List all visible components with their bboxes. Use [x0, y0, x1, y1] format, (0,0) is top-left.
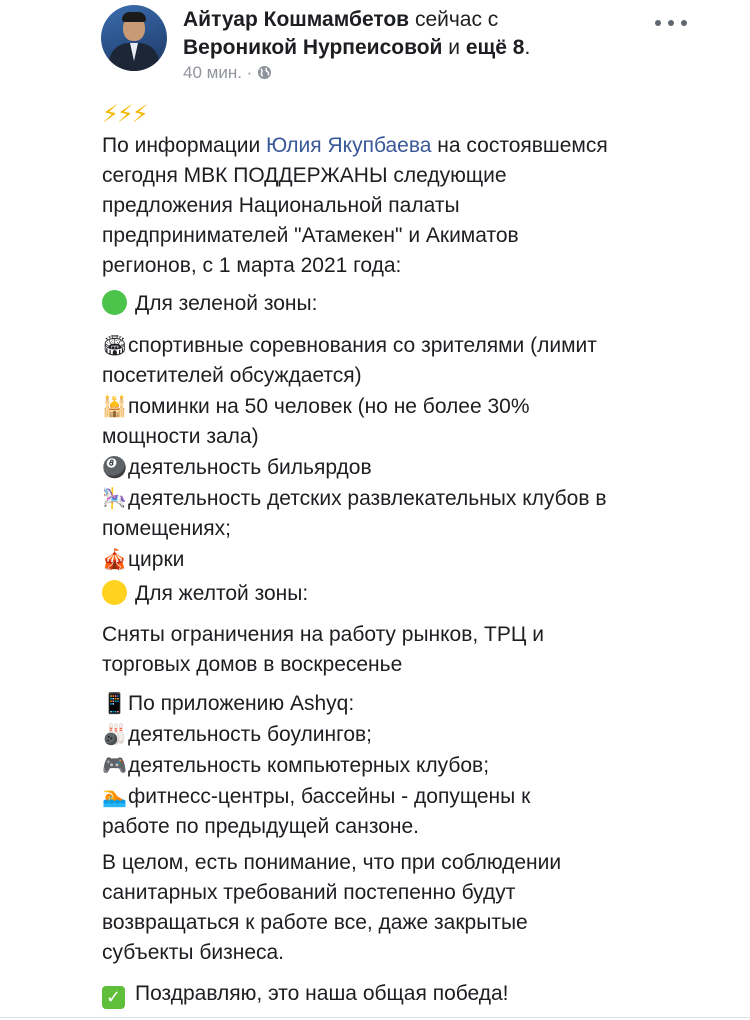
author-avatar[interactable] [101, 5, 167, 71]
post-meta [183, 62, 272, 84]
billiard-ball-icon: 🎱 [102, 455, 127, 479]
check-mark-icon: ✓ [102, 986, 125, 1009]
post-header [183, 6, 663, 62]
list-item: 🎠деятельность детских развлекательных клубов в [102, 483, 722, 514]
list-item: 🎱деятельность бильярдов [102, 452, 722, 483]
intro-line-0: По информации Юлия Якупбаева на состоявшемся [102, 134, 608, 157]
summary-line-0: В целом, есть понимание, что при соблюдении [102, 851, 562, 874]
summary-line-2: возвращаться к работе все, даже закрытые [102, 911, 528, 934]
globe-icon[interactable] [257, 65, 272, 80]
circus-tent-icon: 🎪 [102, 547, 127, 571]
header-period: . [524, 36, 531, 59]
carousel-horse-icon: 🎠 [102, 486, 127, 510]
list-item: 🏟спортивные соревнования со зрителями (лимит [102, 330, 722, 361]
meta-separator: · [246, 63, 253, 82]
closing-line: ✓ Поздравляю, это наша общая победа! [102, 979, 722, 1009]
intro-line-2: предложения Национальной палаты [102, 194, 460, 217]
intro-line-4: регионов, с 1 марта 2021 года: [102, 254, 402, 277]
mosque-icon: 🕌 [102, 394, 127, 418]
intro-line-3: предпринимателей "Атамекен" и Акиматов [102, 224, 519, 247]
list-item: 🏊фитнесс-центры, бассейны - допущены к [102, 781, 722, 812]
list-item-cont: помещениях; [102, 517, 231, 540]
gamepad-icon: 🎮 [102, 753, 127, 777]
summary-line-1: санитарных требований постепенно будут [102, 881, 516, 904]
yellow-zone-heading: Для желтой зоны: [102, 579, 722, 609]
green-zone-list [102, 330, 722, 575]
lightning-icon: ⚡⚡⚡ [102, 100, 147, 128]
author-name[interactable]: Айтуар Кошмамбетов [183, 8, 410, 31]
yellow-text-line-0: Сняты ограничения на работу рынков, ТРЦ и [102, 623, 544, 646]
ashyq-list [102, 688, 722, 842]
tagged-person[interactable]: Вероникой Нурпеисовой [183, 36, 443, 59]
list-item: 🕌поминки на 50 человек (но не более 30% [102, 391, 722, 422]
summary-line-3: субъекты бизнеса. [102, 941, 285, 964]
summary-block [102, 848, 722, 968]
list-item: 🎮деятельность компьютерных клубов; [102, 750, 722, 781]
list-item-cont: мощности зала) [102, 425, 259, 448]
phone-icon: 📱 [102, 691, 127, 715]
ellipsis-icon[interactable] [655, 18, 687, 28]
green-zone-heading: Для зеленой зоны: [102, 289, 722, 319]
list-item-cont: посетителей обсуждается) [102, 364, 362, 387]
post-time[interactable]: 40 мин. [183, 63, 242, 82]
with-prefix: сейчас с [414, 8, 499, 31]
bowling-icon: 🎳 [102, 722, 127, 746]
yellow-circle-icon [102, 580, 127, 605]
intro-line-1: сегодня МВК ПОДДЕРЖАНЫ следующие [102, 164, 507, 187]
yellow-zone-text [102, 620, 722, 680]
and-word: и [448, 36, 461, 59]
green-circle-icon [102, 290, 127, 315]
divider [0, 1017, 750, 1018]
list-item: 🎪цирки [102, 544, 722, 575]
stadium-icon: 🏟 [102, 333, 128, 357]
list-item-cont: работе по предыдущей санзоне. [102, 815, 419, 838]
others-link[interactable]: ещё 8 [465, 36, 525, 59]
ashyq-title: 📱По приложению Ashyq: [102, 688, 722, 719]
swimmer-icon: 🏊 [102, 784, 127, 808]
yellow-text-line-1: торговых домов в воскресенье [102, 653, 403, 676]
intro-block [102, 99, 722, 281]
mention-link[interactable]: Юлия Якупбаева [266, 134, 432, 157]
list-item: 🎳деятельность боулингов; [102, 719, 722, 750]
